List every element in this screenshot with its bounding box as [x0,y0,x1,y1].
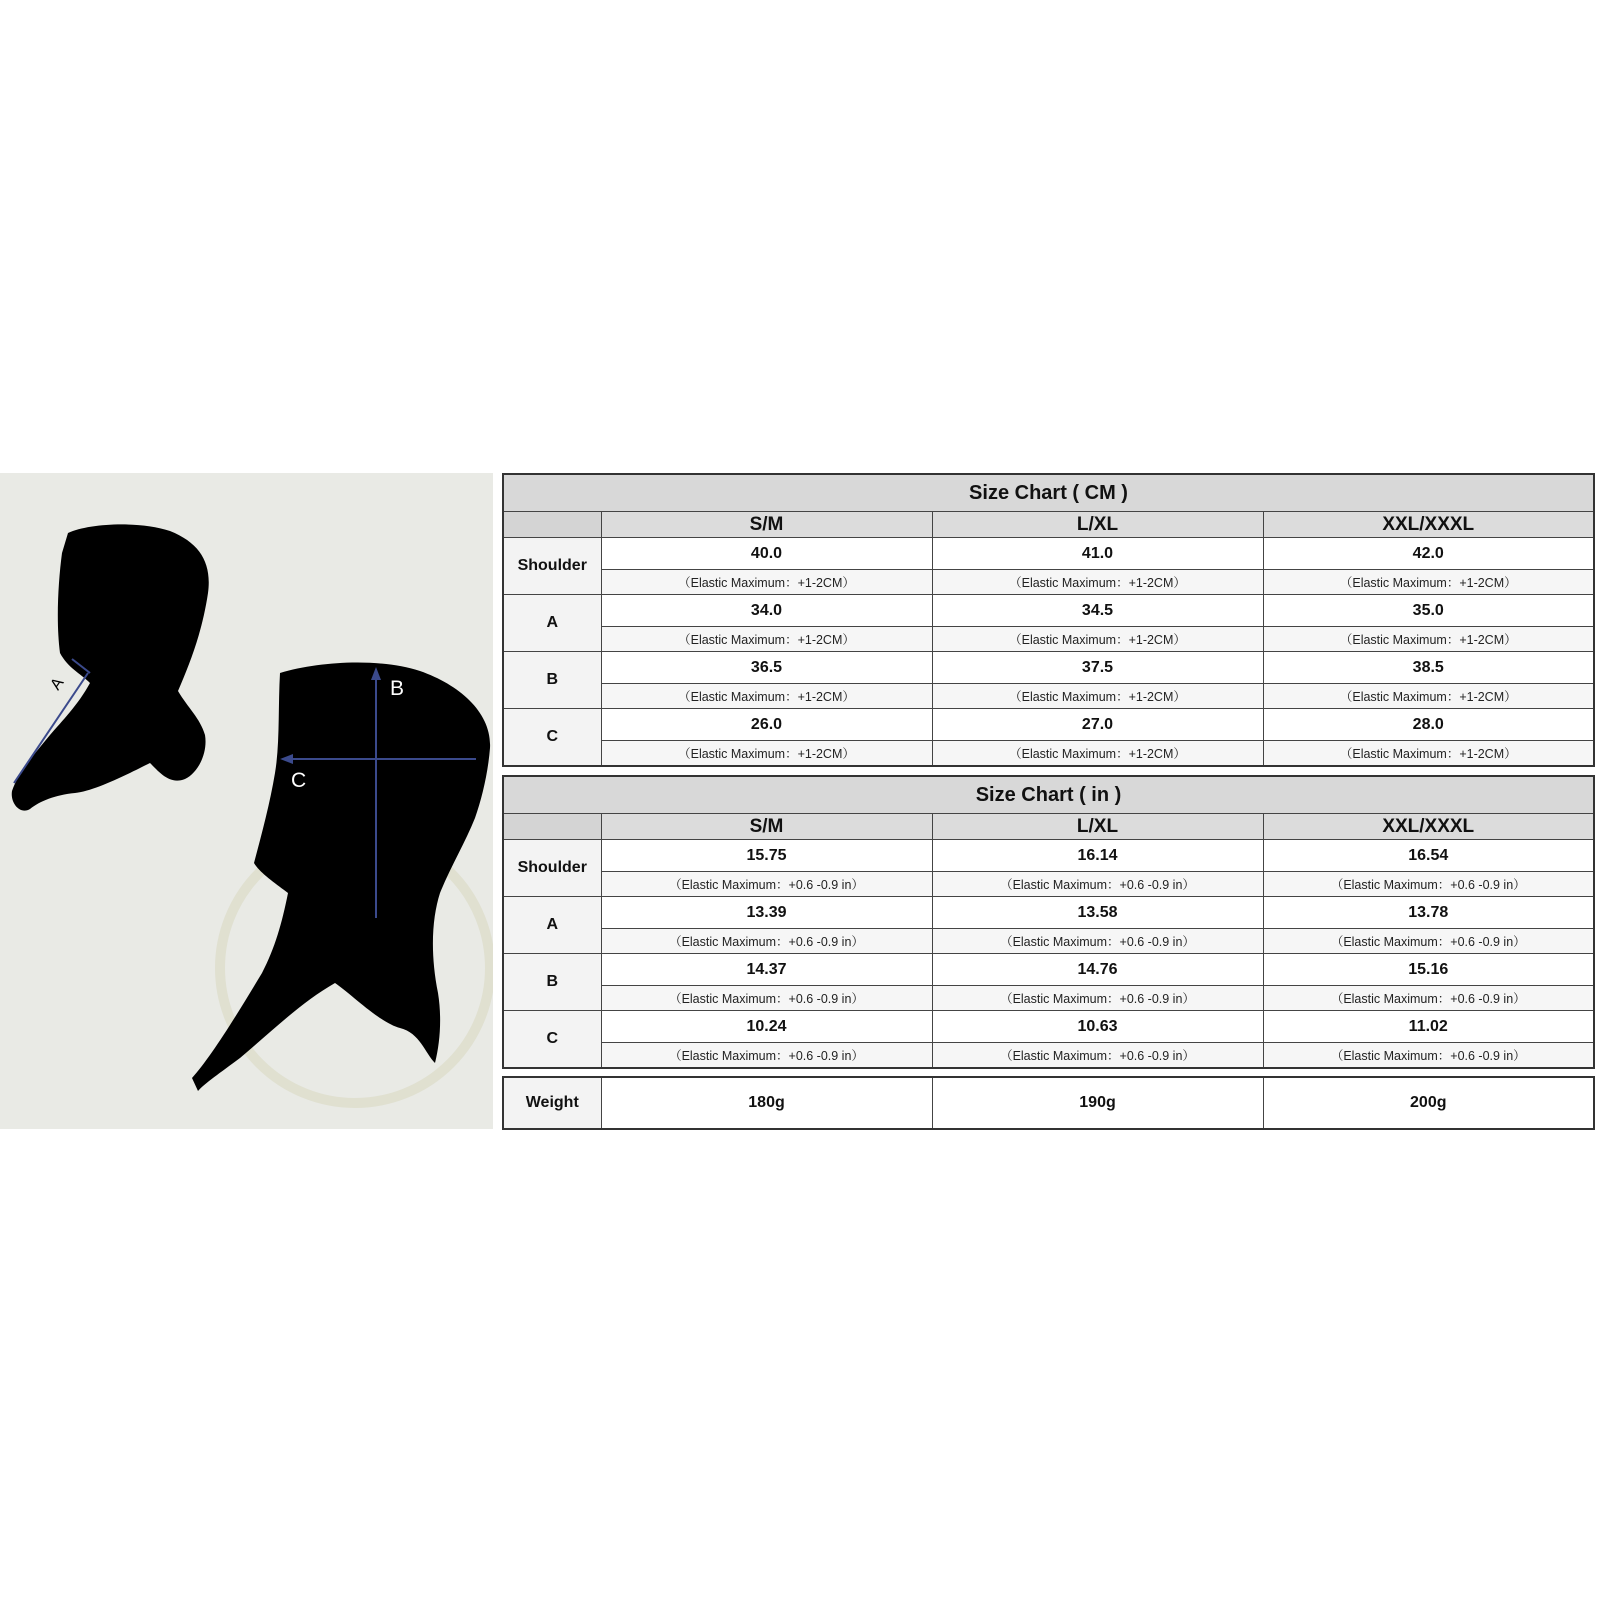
table-row [503,595,1594,627]
weight-value: 180g [601,1077,932,1129]
hood-silhouettes [0,473,493,1129]
size-header: XXL/XXXL [1263,512,1594,538]
size-header: L/XL [932,814,1263,840]
measurement-value: 10.24 [601,1011,932,1043]
measurement-value: 40.0 [601,538,932,570]
measurement-value: 35.0 [1263,595,1594,627]
row-label: Shoulder [503,538,601,595]
elastic-note: （Elastic Maximum：+1-2CM） [601,684,932,709]
elastic-note: （Elastic Maximum：+1-2CM） [1263,741,1594,767]
measurement-value: 16.54 [1263,840,1594,872]
measurement-value: 13.39 [601,897,932,929]
measurement-value: 13.58 [932,897,1263,929]
elastic-note: （Elastic Maximum：+1-2CM） [932,570,1263,595]
size-chart-in [502,775,1595,1069]
blank-header-cell [503,512,601,538]
size-header: S/M [601,814,932,840]
measurement-value: 26.0 [601,709,932,741]
hood-side-silhouette [12,524,209,810]
row-label: B [503,652,601,709]
measurement-value: 27.0 [932,709,1263,741]
table-row [503,709,1594,741]
row-label: A [503,595,601,652]
measurement-value: 42.0 [1263,538,1594,570]
elastic-note: （Elastic Maximum：+0.6 -0.9 in） [932,872,1263,897]
weight-value: 190g [932,1077,1263,1129]
elastic-note: （Elastic Maximum：+1-2CM） [1263,684,1594,709]
elastic-note: （Elastic Maximum：+0.6 -0.9 in） [601,872,932,897]
elastic-note: （Elastic Maximum：+1-2CM） [932,684,1263,709]
table-row [503,538,1594,570]
elastic-note: （Elastic Maximum：+0.6 -0.9 in） [1263,872,1594,897]
weight-value: 200g [1263,1077,1594,1129]
row-label: C [503,1011,601,1069]
size-header: XXL/XXXL [1263,814,1594,840]
elastic-note: （Elastic Maximum：+0.6 -0.9 in） [932,929,1263,954]
measurement-value: 15.75 [601,840,932,872]
elastic-note: （Elastic Maximum：+1-2CM） [932,741,1263,767]
elastic-note: （Elastic Maximum：+0.6 -0.9 in） [601,1043,932,1069]
label-b: B [390,677,405,700]
measurement-value: 14.37 [601,954,932,986]
table-row [503,1011,1594,1043]
measurement-value: 10.63 [932,1011,1263,1043]
elastic-note: （Elastic Maximum：+0.6 -0.9 in） [1263,929,1594,954]
row-label: Weight [503,1077,601,1129]
elastic-note: （Elastic Maximum：+0.6 -0.9 in） [1263,1043,1594,1069]
measurement-value: 37.5 [932,652,1263,684]
measurement-value: 13.78 [1263,897,1594,929]
measurement-value: 41.0 [932,538,1263,570]
measurement-value: 34.0 [601,595,932,627]
elastic-note: （Elastic Maximum：+0.6 -0.9 in） [932,986,1263,1011]
hood-measurement-diagram [0,473,493,1129]
measurement-value: 14.76 [932,954,1263,986]
table-row [503,652,1594,684]
elastic-note: （Elastic Maximum：+1-2CM） [601,741,932,767]
measurement-value: 28.0 [1263,709,1594,741]
chart-title: Size Chart ( in ) [503,776,1594,814]
measurement-value: 11.02 [1263,1011,1594,1043]
weight-table [502,1076,1595,1130]
measurement-value: 15.16 [1263,954,1594,986]
measurement-value: 36.5 [601,652,932,684]
table-row [503,897,1594,929]
table-row [503,840,1594,872]
chart-title: Size Chart ( CM ) [503,474,1594,512]
row-label: A [503,897,601,954]
label-a: A [47,674,68,694]
blank-header-cell [503,814,601,840]
row-label: B [503,954,601,1011]
measurement-value: 38.5 [1263,652,1594,684]
row-label: Shoulder [503,840,601,897]
elastic-note: （Elastic Maximum：+1-2CM） [601,627,932,652]
label-c: C [291,769,307,792]
size-chart-cm [502,473,1595,767]
elastic-note: （Elastic Maximum：+1-2CM） [1263,570,1594,595]
elastic-note: （Elastic Maximum：+0.6 -0.9 in） [1263,986,1594,1011]
row-label: C [503,709,601,767]
table-row [503,954,1594,986]
elastic-note: （Elastic Maximum：+1-2CM） [1263,627,1594,652]
elastic-note: （Elastic Maximum：+0.6 -0.9 in） [601,986,932,1011]
elastic-note: （Elastic Maximum：+1-2CM） [601,570,932,595]
measurement-value: 16.14 [932,840,1263,872]
measurement-value: 34.5 [932,595,1263,627]
hood-back-silhouette [192,663,490,1091]
elastic-note: （Elastic Maximum：+0.6 -0.9 in） [932,1043,1263,1069]
elastic-note: （Elastic Maximum：+0.6 -0.9 in） [601,929,932,954]
size-header: L/XL [932,512,1263,538]
table-row [503,1077,1594,1129]
elastic-note: （Elastic Maximum：+1-2CM） [932,627,1263,652]
size-header: S/M [601,512,932,538]
